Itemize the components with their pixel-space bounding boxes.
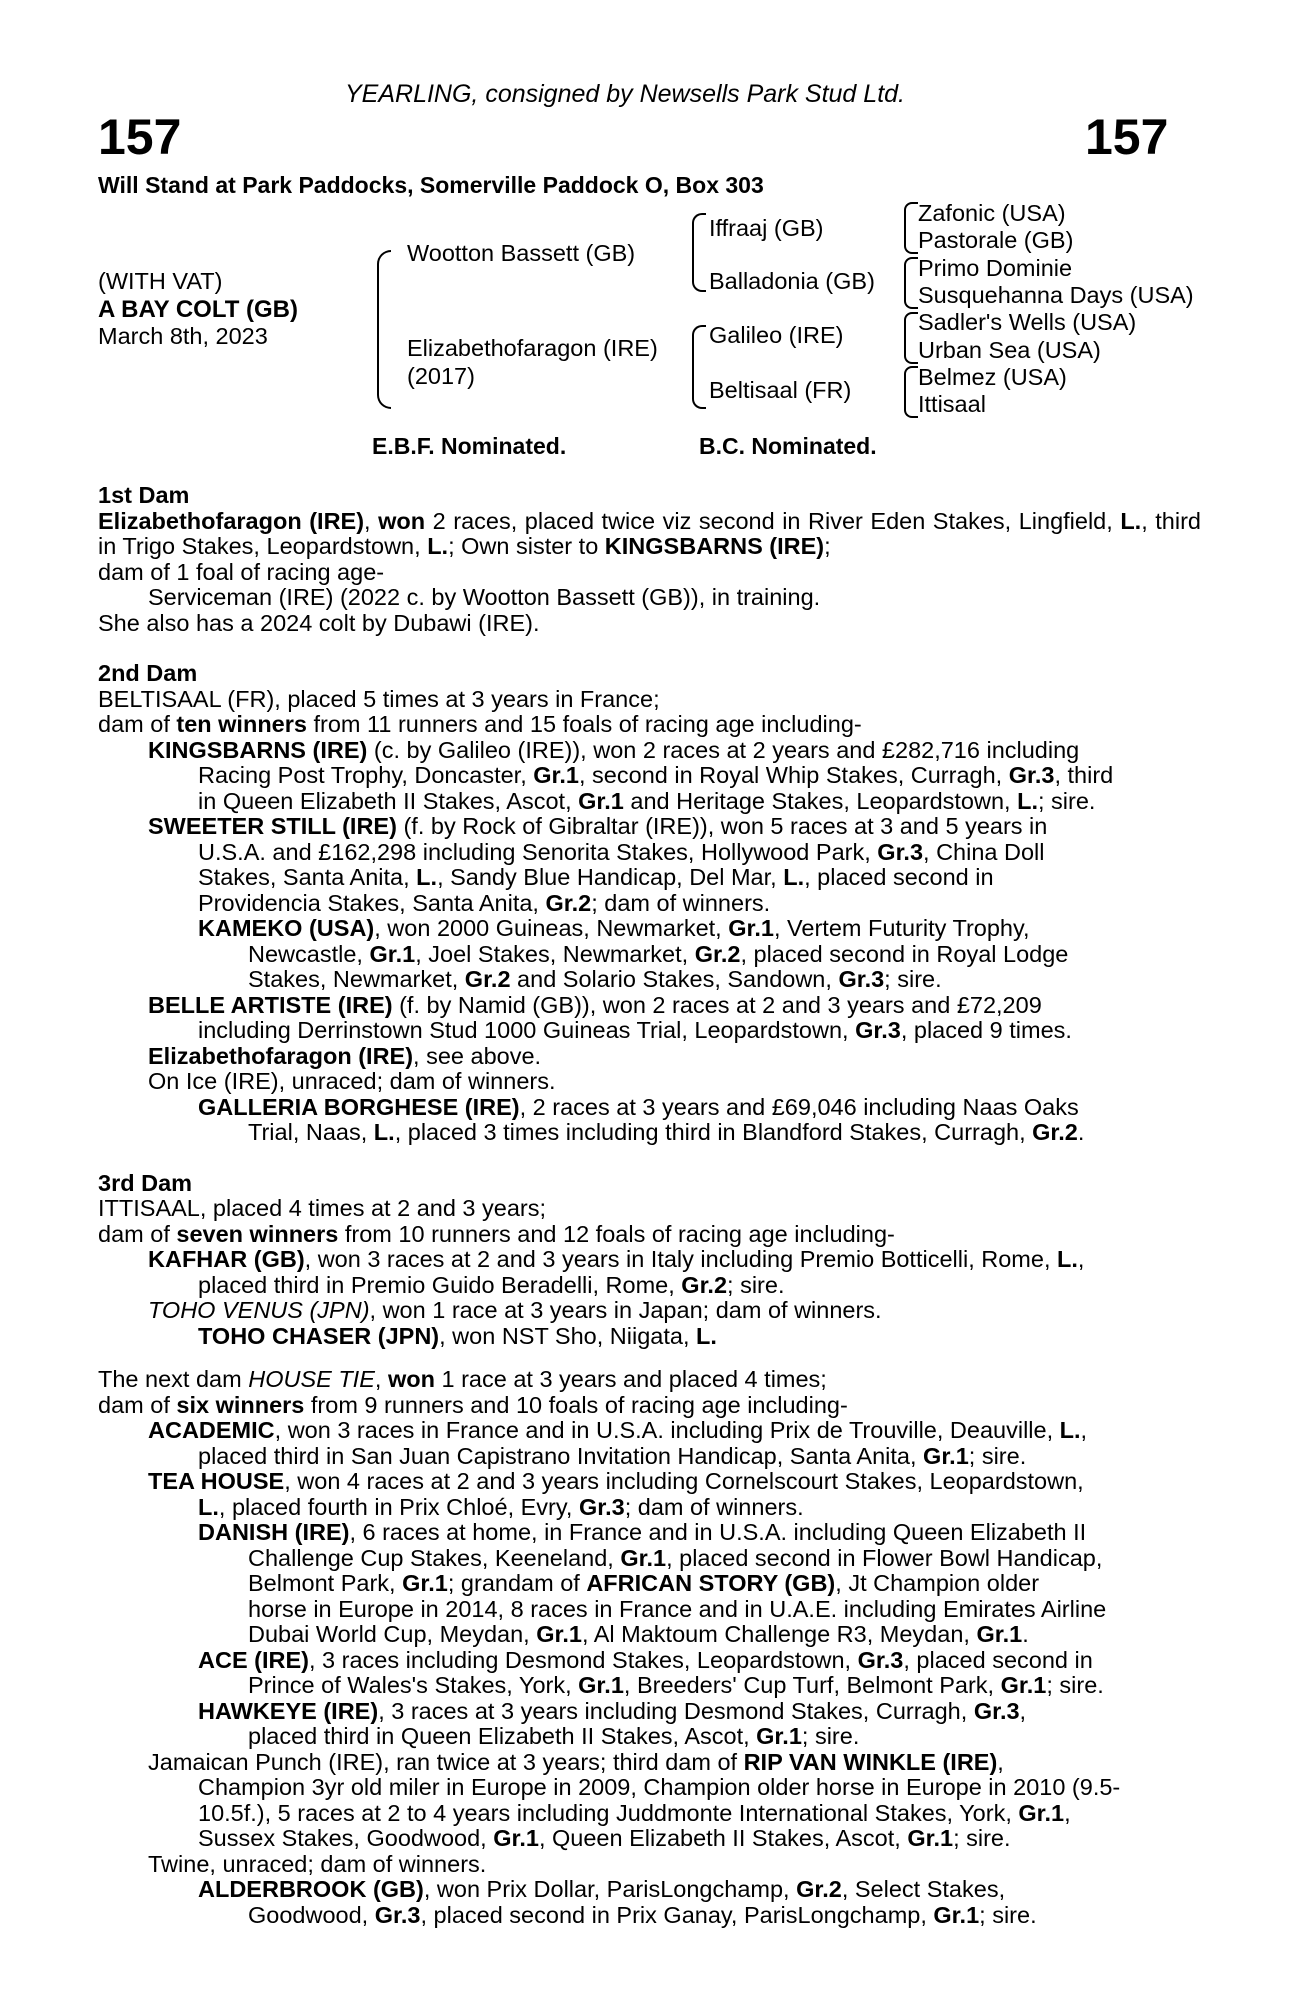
progeny-elizabethofaragon: Elizabethofaragon (IRE), see above. <box>148 1042 542 1069</box>
pedigree-dss: Sadler's Wells (USA) <box>918 309 1137 335</box>
progeny-hawkeye-2: placed third in Queen Elizabeth II Stakes, Ascot, Gr.1; sire. <box>248 1723 860 1749</box>
pedigree-dam-sire: Galileo (IRE) <box>709 322 844 348</box>
dam1-also: She also has a 2024 colt by Dubawi (IRE). <box>98 609 540 636</box>
pedigree-brace-main <box>377 250 391 409</box>
progeny-sweeter-still-3: Stakes, Santa Anita, L., Sandy Blue Handicap, Del Mar, L., placed second in <box>198 864 994 890</box>
progeny-kingsbarns-3: in Queen Elizabeth II Stakes, Ascot, Gr.1 and Heritage Stakes, Leopardstown, L.; sire. <box>198 787 1096 814</box>
pedigree-brace-ss <box>904 202 918 254</box>
progeny-galleria-borghese: GALLERIA BORGHESE (IRE), 2 races at 3 years and £69,046 including Naas Oaks <box>198 1093 1079 1120</box>
progeny-ace-2: Prince of Wales's Stakes, York, Gr.1, Breeders' Cup Turf, Belmont Park, Gr.1; sire. <box>248 1672 1104 1698</box>
progeny-ace: ACE (IRE), 3 races including Desmond Stakes, Leopardstown, Gr.3, placed second in <box>198 1646 1093 1673</box>
dam2-dam-of: dam of ten winners from 11 runners and 15 foals of racing age including- <box>98 711 862 737</box>
progeny-twine: Twine, unraced; dam of winners. <box>148 1850 487 1877</box>
dam1-listed-2: L. <box>427 533 449 559</box>
progeny-jamaican-punch-2: Champion 3yr old miler in Europe in 2009, Champion older horse in Europe in 2010 (9.5- <box>198 1774 1121 1800</box>
dam1-progeny: Serviceman (IRE) (2022 c. by Wootton Bassett (GB)), in training. <box>148 584 821 610</box>
consignment-line: YEARLING, consigned by Newsells Park Stud Ltd. <box>345 80 905 108</box>
dam4-intro: The next dam HOUSE TIE, won 1 race at 3 years and placed 4 times; <box>98 1366 827 1392</box>
progeny-belle-artiste: BELLE ARTISTE (IRE) (f. by Namid (GB)), won 2 races at 2 and 3 years and £72,209 <box>148 991 1042 1018</box>
pedigree-brace-ds <box>904 312 918 364</box>
pedigree-dam: Elizabethofaragon (IRE) <box>407 335 658 361</box>
pedigree-dam-year: (2017) <box>407 363 475 389</box>
dam3-dam-of: dam of seven winners from 10 runners and 12 foals of racing age including- <box>98 1220 895 1247</box>
progeny-sweeter-still-4: Providencia Stakes, Santa Anita, Gr.2; dam of winners. <box>198 889 771 916</box>
progeny-kingsbarns: KINGSBARNS (IRE) (c. by Galileo (IRE)), won 2 races at 2 years and £282,716 including <box>148 736 1080 763</box>
progeny-kafhar: KAFHAR (GB), won 3 races at 2 and 3 years in Italy including Premio Botticelli, Rome, L., <box>148 1246 1085 1272</box>
progeny-kameko: KAMEKO (USA), won 2000 Guineas, Newmarket, Gr.1, Vertem Futurity Trophy, <box>198 915 1030 941</box>
pedigree-sdd: Susquehanna Days (USA) <box>918 282 1194 308</box>
progeny-alderbrook-2: Goodwood, Gr.3, placed second in Prix Ganay, ParisLongchamp, Gr.1; sire. <box>248 1901 1037 1928</box>
dam1-text3: ; Own sister to <box>448 533 605 559</box>
progeny-danish-2: Challenge Cup Stakes, Keeneland, Gr.1, placed second in Flower Bowl Handicap, <box>248 1544 1103 1571</box>
progeny-kingsbarns-2: Racing Post Trophy, Doncaster, Gr.1, second in Royal Whip Stakes, Curragh, Gr.3, third <box>198 762 1114 788</box>
dam3-line1: ITTISAAL, placed 4 times at 2 and 3 years; <box>98 1195 547 1221</box>
progeny-jamaican-punch-4: Sussex Stakes, Goodwood, Gr.1, Queen Elizabeth II Stakes, Ascot, Gr.1; sire. <box>198 1825 1011 1851</box>
progeny-academic: ACADEMIC, won 3 races in France and in U.S.A. including Prix de Trouville, Deauville, L., <box>148 1417 1088 1443</box>
progeny-galleria-borghese-2: Trial, Naas, L., placed 3 times including third in Blandford Stakes, Curragh, Gr.2. <box>248 1119 1085 1145</box>
progeny-alderbrook: ALDERBROOK (GB), won Prix Dollar, ParisLongchamp, Gr.2, Select Stakes, <box>198 1876 1006 1902</box>
progeny-belle-artiste-2: including Derrinstown Stud 1000 Guineas Trial, Leopardstown, Gr.3, placed 9 times. <box>198 1017 1072 1043</box>
dam4-dam-of: dam of six winners from 9 runners and 10 foals of racing age including- <box>98 1391 848 1418</box>
dam1-sister: KINGSBARNS (IRE) <box>604 533 825 559</box>
bc-nomination: B.C. Nominated. <box>699 433 877 459</box>
progeny-kameko-3: Stakes, Newmarket, Gr.2 and Solario Stakes, Sandown, Gr.3; sire. <box>248 966 942 992</box>
vat-label: (WITH VAT) <box>98 268 223 294</box>
progeny-jamaican-punch-3: 10.5f.), 5 races at 2 to 4 years including Juddmonte International Stakes, York, Gr.1, <box>198 1799 1071 1826</box>
horse-name: A BAY COLT (GB) <box>98 296 299 323</box>
pedigree-brace-sd <box>904 257 918 309</box>
stand-line: Will Stand at Park Paddocks, Somerville Paddock O, Box 303 <box>98 172 764 198</box>
progeny-on-ice: On Ice (IRE), unraced; dam of winners. <box>148 1068 556 1094</box>
pedigree-brace-dd <box>904 366 918 418</box>
progeny-sweeter-still-2: U.S.A. and £162,298 including Senorita Stakes, Hollywood Park, Gr.3, China Doll <box>198 838 1045 865</box>
catalogue-body <box>98 483 1201 1928</box>
dam1-record: Elizabethofaragon (IRE), won 2 races, placed twice viz second in River Eden Stakes, Lingfield, L., third in Trigo Stakes, Leopardstown, L.; Own sister to KINGSBARNS (IRE); <box>98 507 1201 559</box>
progeny-jamaican-punch: Jamaican Punch (IRE), ran twice at 3 years; third dam of RIP VAN WINKLE (IRE), <box>148 1748 1004 1775</box>
lot-number-left: 157 <box>98 109 182 165</box>
pedigree-ddd: Ittisaal <box>918 391 986 417</box>
dam1-heading: 1st Dam <box>98 482 190 508</box>
progeny-hawkeye: HAWKEYE (IRE), 3 races at 3 years including Desmond Stakes, Curragh, Gr.3, <box>198 1697 1027 1724</box>
dam2-heading: 2nd Dam <box>98 660 198 686</box>
dam3-winners: seven winners <box>176 1220 339 1247</box>
pedigree-sire-sire: Iffraaj (GB) <box>709 215 824 241</box>
dam2-line1: BELTISAAL (FR), placed 5 times at 3 years in France; <box>98 685 660 712</box>
pedigree-brace-sire <box>692 213 706 292</box>
progeny-danish: DANISH (IRE), 6 races at home, in France and in U.S.A. including Queen Elizabeth II <box>198 1519 1087 1545</box>
pedigree-sss: Zafonic (USA) <box>918 200 1066 226</box>
progeny-kafhar-2: placed third in Premio Guido Beradelli, Rome, Gr.2; sire. <box>198 1271 785 1298</box>
pedigree-brace-dam <box>692 325 706 409</box>
progeny-academic-2: placed third in San Juan Capistrano Invitation Handicap, Santa Anita, Gr.1; sire. <box>198 1442 1027 1469</box>
pedigree-dsd: Urban Sea (USA) <box>918 337 1101 363</box>
progeny-danish-5: Dubai World Cup, Meydan, Gr.1, Al Maktoum Challenge R3, Meydan, Gr.1. <box>248 1621 1029 1647</box>
dam1-name: Elizabethofaragon (IRE) <box>98 507 365 534</box>
horse-dob: March 8th, 2023 <box>98 323 268 349</box>
pedigree-ssd: Pastorale (GB) <box>918 227 1074 253</box>
ebf-nomination: E.B.F. Nominated. <box>372 433 567 459</box>
progeny-sweeter-still: SWEETER STILL (IRE) (f. by Rock of Gibraltar (IRE)), won 5 races at 3 and 5 years in <box>148 813 1048 839</box>
progeny-toho-chaser: TOHO CHASER (JPN), won NST Sho, Niigata, L. <box>198 1322 717 1349</box>
dam1-listed: L. <box>1120 507 1142 534</box>
dam1-won: won <box>378 507 426 534</box>
lot-number-right: 157 <box>1085 109 1169 165</box>
dam4-name: HOUSE TIE <box>248 1366 375 1392</box>
dam1-foals: dam of 1 foal of racing age- <box>98 558 385 585</box>
progeny-danish-4: horse in Europe in 2014, 8 races in France and in U.A.E. including Emirates Airline <box>248 1595 1107 1622</box>
dam1-text4: ; <box>824 533 831 559</box>
progeny-kameko-2: Newcastle, Gr.1, Joel Stakes, Newmarket, Gr.2, placed second in Royal Lodge <box>248 940 1069 967</box>
dam4-winners: six winners <box>176 1391 305 1418</box>
progeny-danish-3: Belmont Park, Gr.1; grandam of AFRICAN STORY (GB), Jt Champion older <box>248 1570 1040 1596</box>
progeny-toho-venus: TOHO VENUS (JPN), won 1 race at 3 years in Japan; dam of winners. <box>148 1297 882 1323</box>
pedigree-sds: Primo Dominie <box>918 255 1073 281</box>
pedigree-dam-dam: Beltisaal (FR) <box>709 377 852 403</box>
pedigree-sire-dam: Balladonia (GB) <box>709 268 875 294</box>
pedigree-dds: Belmez (USA) <box>918 364 1067 390</box>
progeny-tea-house: TEA HOUSE, won 4 races at 2 and 3 years including Cornelscourt Stakes, Leopardstown, <box>148 1468 1084 1494</box>
dam3-heading: 3rd Dam <box>98 1169 193 1196</box>
pedigree-sire: Wootton Bassett (GB) <box>407 240 636 266</box>
progeny-tea-house-2: L., placed fourth in Prix Chloé, Evry, Gr.3; dam of winners. <box>198 1493 804 1520</box>
dam2-winners: ten winners <box>176 711 307 737</box>
dam1-text2: , third in Trigo Stakes, Leopardstown, <box>98 507 1201 559</box>
dam1-text1: 2 races, placed twice viz second in River Eden Stakes, Lingfield, <box>425 507 1121 534</box>
